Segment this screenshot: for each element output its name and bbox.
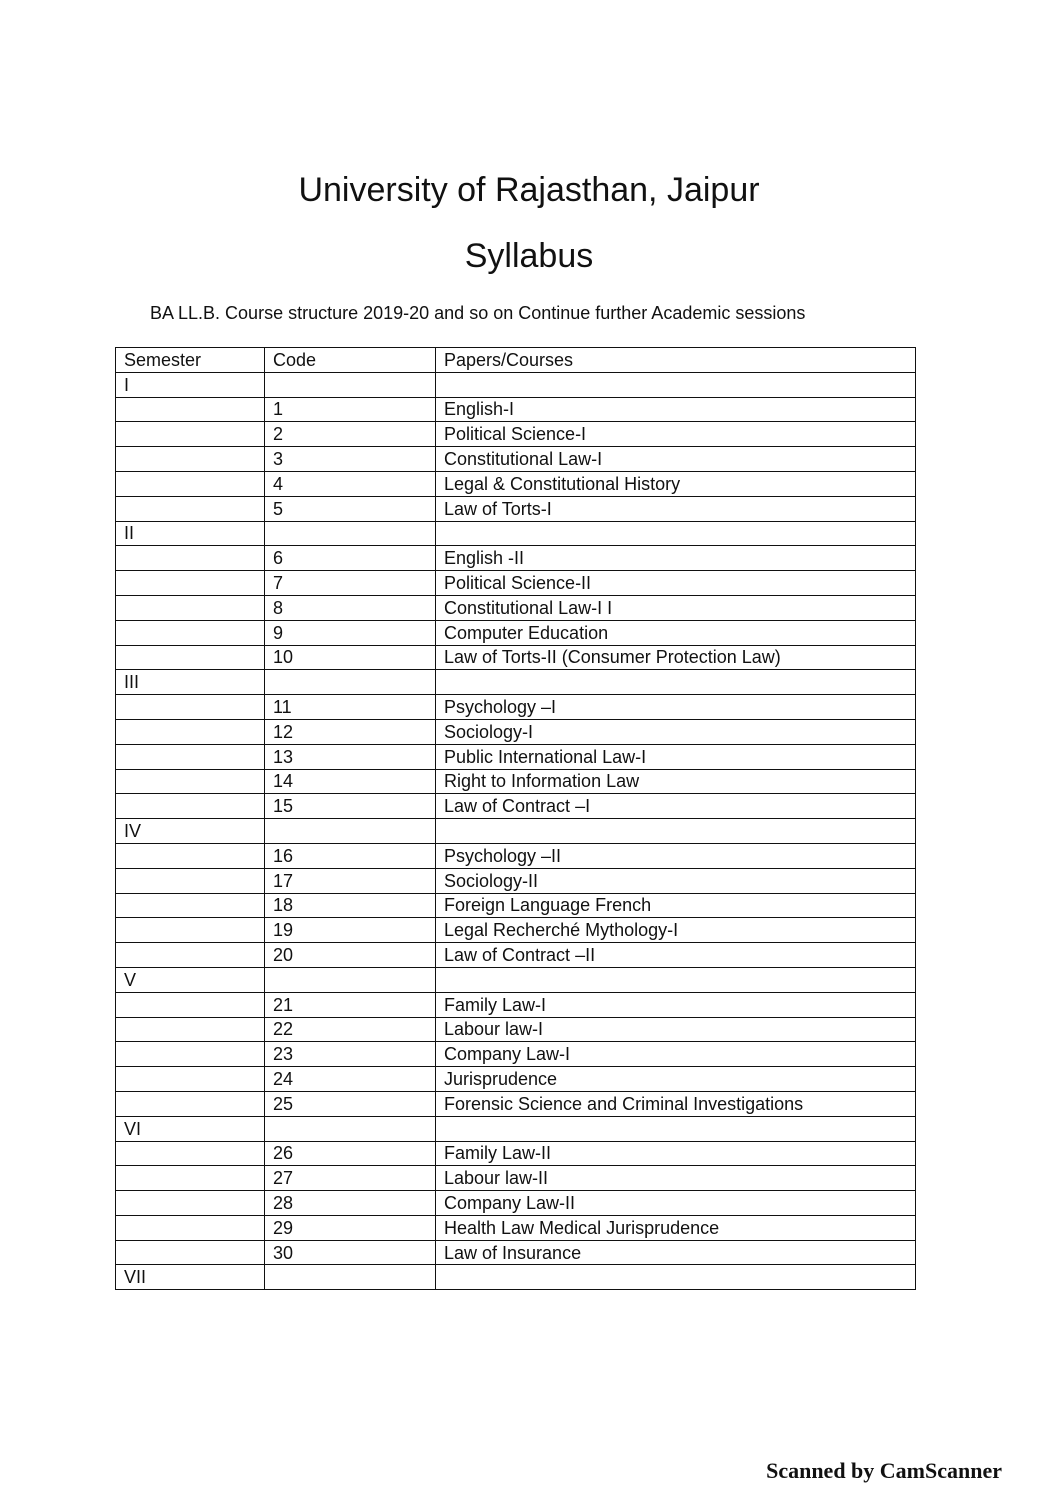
- empty-cell: [116, 546, 265, 571]
- paper-name: Computer Education: [436, 620, 916, 645]
- scanner-watermark: Scanned by CamScanner: [766, 1458, 1002, 1483]
- table-row: [116, 496, 916, 521]
- paper-name: Constitutional Law-I I: [436, 595, 916, 620]
- paper-code: 1: [265, 397, 436, 422]
- empty-cell: [116, 1017, 265, 1042]
- paper-code: 23: [265, 1042, 436, 1067]
- paper-name: Jurisprudence: [436, 1067, 916, 1092]
- empty-cell: [116, 918, 265, 943]
- paper-name: Law of Insurance: [436, 1240, 916, 1265]
- empty-cell: [116, 1240, 265, 1265]
- paper-name: English-I: [436, 397, 916, 422]
- paper-code: 28: [265, 1191, 436, 1216]
- table-row: [116, 1191, 916, 1216]
- paper-name: Health Law Medical Jurisprudence: [436, 1215, 916, 1240]
- paper-name: Law of Torts-I: [436, 496, 916, 521]
- paper-code: 9: [265, 620, 436, 645]
- empty-cell: [116, 422, 265, 447]
- paper-name: Political Science-I: [436, 422, 916, 447]
- semester-row: [116, 967, 916, 992]
- empty-cell: [436, 1116, 916, 1141]
- empty-cell: [116, 620, 265, 645]
- table-row: [116, 1240, 916, 1265]
- paper-name: Forensic Science and Criminal Investigations: [436, 1091, 916, 1116]
- semester-label: III: [116, 670, 265, 695]
- table-row: [116, 1141, 916, 1166]
- empty-cell: [116, 943, 265, 968]
- table-row: [116, 645, 916, 670]
- paper-code: 30: [265, 1240, 436, 1265]
- paper-code: 24: [265, 1067, 436, 1092]
- paper-code: 25: [265, 1091, 436, 1116]
- paper-code: 17: [265, 868, 436, 893]
- paper-code: 2: [265, 422, 436, 447]
- paper-name: English -II: [436, 546, 916, 571]
- paper-code: 5: [265, 496, 436, 521]
- paper-code: 13: [265, 744, 436, 769]
- document-title: University of Rajasthan, Jaipur: [298, 171, 760, 209]
- empty-cell: [265, 819, 436, 844]
- paper-code: 16: [265, 843, 436, 868]
- paper-code: 3: [265, 447, 436, 472]
- empty-cell: [116, 397, 265, 422]
- table-row: [116, 397, 916, 422]
- paper-name: Company Law-II: [436, 1191, 916, 1216]
- empty-cell: [116, 719, 265, 744]
- table-row: [116, 1067, 916, 1092]
- semester-label: V: [116, 967, 265, 992]
- table-row: [116, 992, 916, 1017]
- paper-name: Law of Torts-II (Consumer Protection Law): [436, 645, 916, 670]
- semester-label: IV: [116, 819, 265, 844]
- paper-name: Legal Recherché Mythology-I: [436, 918, 916, 943]
- paper-code: 14: [265, 769, 436, 794]
- table-row: [116, 943, 916, 968]
- table-row: [116, 447, 916, 472]
- paper-code: 6: [265, 546, 436, 571]
- table-row: [116, 422, 916, 447]
- empty-cell: [265, 670, 436, 695]
- paper-name: Company Law-I: [436, 1042, 916, 1067]
- paper-code: 15: [265, 794, 436, 819]
- empty-cell: [116, 1191, 265, 1216]
- empty-cell: [116, 496, 265, 521]
- paper-code: 8: [265, 595, 436, 620]
- paper-name: Constitutional Law-I: [436, 447, 916, 472]
- table-row: [116, 893, 916, 918]
- course-structure-line: BA LL.B. Course structure 2019-20 and so on Continue further Academic sessions: [150, 303, 806, 323]
- paper-code: 21: [265, 992, 436, 1017]
- table-row: [116, 769, 916, 794]
- table-header-row: [116, 348, 916, 373]
- paper-name: Foreign Language French: [436, 893, 916, 918]
- document-subtitle: Syllabus: [464, 237, 594, 275]
- table-row: [116, 546, 916, 571]
- table-row: [116, 471, 916, 496]
- table-row: [116, 1042, 916, 1067]
- empty-cell: [116, 695, 265, 720]
- table-row: [116, 744, 916, 769]
- semester-row: [116, 1116, 916, 1141]
- empty-cell: [116, 645, 265, 670]
- paper-code: 20: [265, 943, 436, 968]
- empty-cell: [116, 1215, 265, 1240]
- empty-cell: [436, 670, 916, 695]
- empty-cell: [265, 1116, 436, 1141]
- table-row: [116, 794, 916, 819]
- paper-name: Sociology-I: [436, 719, 916, 744]
- paper-code: 18: [265, 893, 436, 918]
- empty-cell: [116, 447, 265, 472]
- empty-cell: [436, 1265, 916, 1290]
- paper-name: Legal & Constitutional History: [436, 471, 916, 496]
- paper-name: Labour law-II: [436, 1166, 916, 1191]
- empty-cell: [116, 769, 265, 794]
- empty-cell: [116, 1141, 265, 1166]
- semester-row: [116, 372, 916, 397]
- paper-name: Psychology –II: [436, 843, 916, 868]
- paper-code: 11: [265, 695, 436, 720]
- paper-name: Public International Law-I: [436, 744, 916, 769]
- paper-name: Labour law-I: [436, 1017, 916, 1042]
- empty-cell: [116, 1042, 265, 1067]
- paper-code: 22: [265, 1017, 436, 1042]
- empty-cell: [116, 893, 265, 918]
- semester-label: VI: [116, 1116, 265, 1141]
- paper-name: Family Law-II: [436, 1141, 916, 1166]
- table-row: [116, 620, 916, 645]
- table-row: [116, 695, 916, 720]
- paper-code: 12: [265, 719, 436, 744]
- syllabus-table: [115, 347, 916, 1290]
- syllabus-table-body: [116, 348, 916, 1290]
- empty-cell: [116, 1091, 265, 1116]
- empty-cell: [116, 992, 265, 1017]
- paper-code: 27: [265, 1166, 436, 1191]
- semester-label: VII: [116, 1265, 265, 1290]
- semester-label: II: [116, 521, 265, 546]
- empty-cell: [265, 1265, 436, 1290]
- empty-cell: [116, 595, 265, 620]
- table-row: [116, 595, 916, 620]
- empty-cell: [116, 744, 265, 769]
- empty-cell: [116, 571, 265, 596]
- paper-code: 7: [265, 571, 436, 596]
- paper-name: Psychology –I: [436, 695, 916, 720]
- empty-cell: [265, 967, 436, 992]
- table-row: [116, 918, 916, 943]
- paper-name: Law of Contract –I: [436, 794, 916, 819]
- table-row: [116, 1017, 916, 1042]
- paper-name: Right to Information Law: [436, 769, 916, 794]
- paper-code: 4: [265, 471, 436, 496]
- paper-name: Family Law-I: [436, 992, 916, 1017]
- table-row: [116, 843, 916, 868]
- empty-cell: [265, 372, 436, 397]
- empty-cell: [116, 794, 265, 819]
- empty-cell: [436, 967, 916, 992]
- header-semester: Semester: [116, 348, 265, 373]
- empty-cell: [265, 521, 436, 546]
- semester-row: [116, 521, 916, 546]
- table-row: [116, 1091, 916, 1116]
- semester-label: I: [116, 372, 265, 397]
- empty-cell: [116, 868, 265, 893]
- table-row: [116, 1166, 916, 1191]
- paper-code: 29: [265, 1215, 436, 1240]
- paper-code: 19: [265, 918, 436, 943]
- empty-cell: [436, 372, 916, 397]
- empty-cell: [116, 471, 265, 496]
- paper-code: 26: [265, 1141, 436, 1166]
- empty-cell: [436, 819, 916, 844]
- empty-cell: [436, 521, 916, 546]
- empty-cell: [116, 843, 265, 868]
- semester-row: [116, 670, 916, 695]
- empty-cell: [116, 1166, 265, 1191]
- semester-row: [116, 1265, 916, 1290]
- paper-name: Political Science-II: [436, 571, 916, 596]
- paper-name: Sociology-II: [436, 868, 916, 893]
- semester-row: [116, 819, 916, 844]
- table-row: [116, 868, 916, 893]
- header-code: Code: [265, 348, 436, 373]
- paper-code: 10: [265, 645, 436, 670]
- table-row: [116, 1215, 916, 1240]
- header-papers: Papers/Courses: [436, 348, 916, 373]
- table-row: [116, 571, 916, 596]
- table-row: [116, 719, 916, 744]
- empty-cell: [116, 1067, 265, 1092]
- paper-name: Law of Contract –II: [436, 943, 916, 968]
